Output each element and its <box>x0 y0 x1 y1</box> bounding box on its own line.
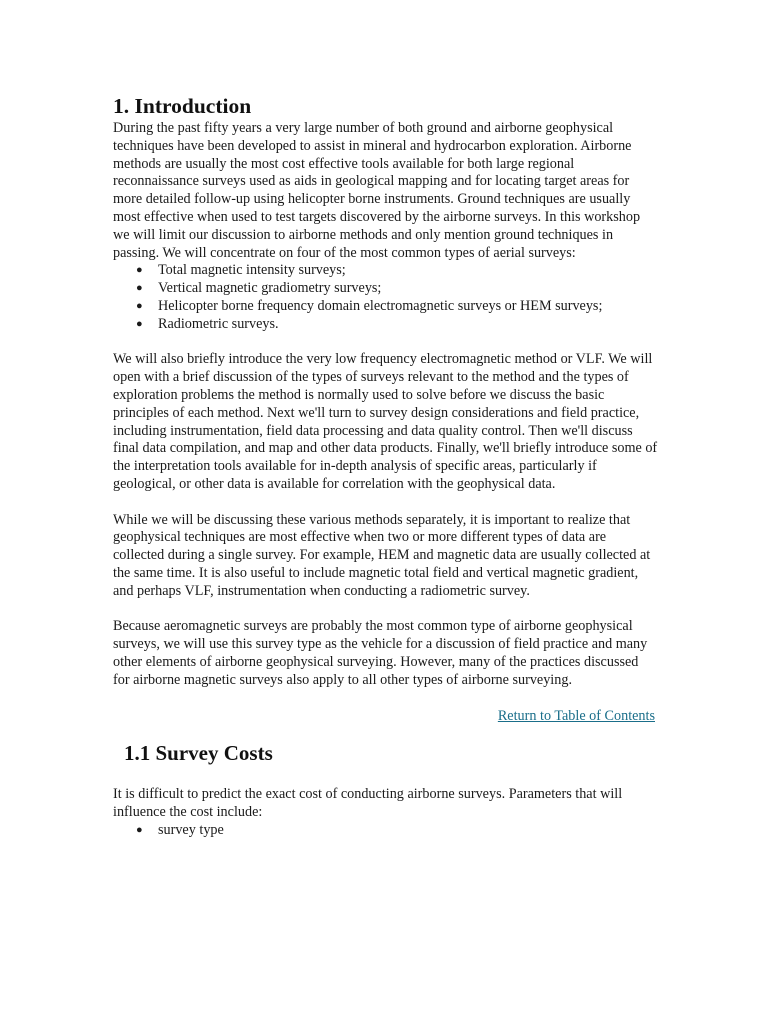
document-page <box>113 93 658 840</box>
list-item <box>136 315 658 334</box>
intro-paragraph-2: We will also briefly introduce the very low frequency electromagnetic method or VLF. We will open with a brief discussion of the types of surveys relevant to the method and the types of exploration problems the method is normally used to solve before we discuss the basic principles of each method. Next we'll turn to survey design considerations and field practice, including instrumentation, field data processing and data quality control. Then we'll discuss final data compilation, and map and other data products. Finally, we'll briefly introduce some of the interpretation tools available for in-depth analysis of specific areas, particularly if geological, or other data is available for correlation with the geophysical data. <box>113 351 658 492</box>
cost-factors-list <box>113 822 658 840</box>
bullet-icon: ● <box>136 823 143 836</box>
toc-link-row <box>113 708 655 726</box>
list-item-text: Radiometric surveys. <box>158 315 279 332</box>
intro-paragraph-3: While we will be discussing these various methods separately, it is important to realize that geophysical techniques are most effective when two or more different types of data are collected during a single survey. For example, HEM and magnetic data are usually collected at the same time. It is also useful to include magnetic total field and vertical magnetic gradient, and perhaps VLF, instrumentation when conducting a radiometric survey. <box>113 511 651 599</box>
survey-types-list <box>113 262 658 333</box>
return-to-toc-link[interactable]: Return to Table of Contents <box>497 707 655 724</box>
list-item <box>136 297 658 316</box>
intro-paragraph-4: Because aeromagnetic surveys are probably the most common type of airborne geophysical surveys, we will use this survey type as the vehicle for a discussion of field practice and many other elements of airborne geophysical surveying. However, many of the practices discussed for airborne magnetic surveys also apply to all other types of airborne surveying. <box>113 618 648 688</box>
bullet-icon: ● <box>136 264 143 277</box>
bullet-icon: ● <box>136 299 143 312</box>
list-item-text: Helicopter borne frequency domain electromagnetic surveys or HEM surveys; <box>158 297 603 314</box>
list-item-text: survey type <box>158 821 224 838</box>
section-heading-introduction: 1. Introduction <box>113 94 252 118</box>
paragraph-gap <box>113 601 658 619</box>
paragraph-gap <box>113 494 658 512</box>
bullet-icon: ● <box>136 282 143 295</box>
list-item-text: Vertical magnetic gradiometry surveys; <box>158 280 382 297</box>
list-item <box>136 262 658 280</box>
paragraph-gap <box>113 334 658 352</box>
section-heading-survey-costs: 1.1 Survey Costs <box>124 741 273 766</box>
survey-costs-paragraph: It is difficult to predict the exact cost of conducting airborne surveys. Parameters that will influence the cost include: <box>113 786 623 821</box>
list-item-text: Total magnetic intensity surveys; <box>158 262 346 279</box>
intro-paragraph-1: During the past fifty years a very large number of both ground and airborne geophysical techniques have been developed to assist in mineral and hydrocarbon exploration. Airborne methods are usually the most cost effective tools available for both large regional reconnaissance surveys used as aids in geological mapping and for locating target areas for more detailed follow-up using helicopter borne instruments. Ground techniques are usually most effective when used to test targets discovered by the airborne surveys. In this workshop we will limit our discussion to airborne methods and only mention ground techniques in passing. We will concentrate on four of the most common types of aerial surveys: <box>113 120 641 261</box>
list-item <box>136 280 658 298</box>
bullet-icon: ● <box>136 317 143 330</box>
list-item <box>136 821 658 840</box>
